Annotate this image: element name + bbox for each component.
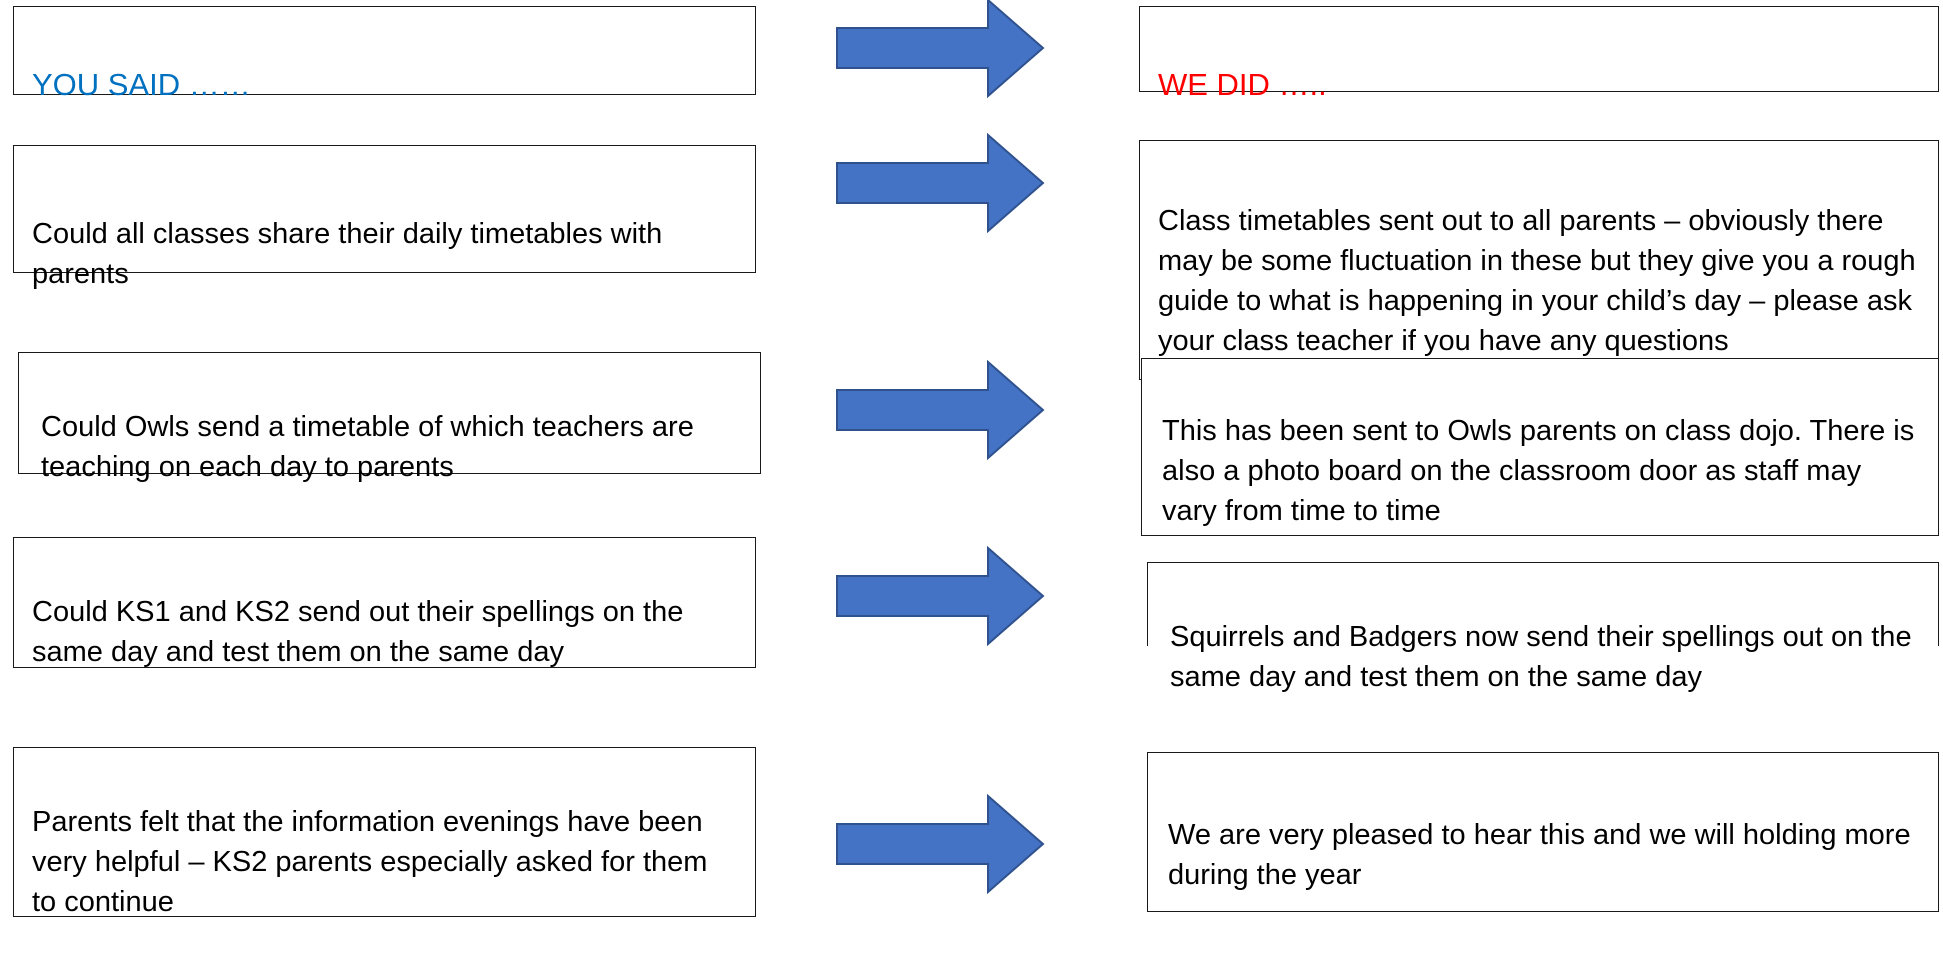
right-arrow-icon — [835, 548, 1047, 644]
we-did-header: WE DID ….. — [1158, 67, 1327, 102]
did-box-1 — [1139, 140, 1939, 380]
said-text-1: Could all classes share their daily timetables with parents — [32, 218, 663, 290]
said-text-2: Could Owls send a timetable of which teachers are teaching on each day to parents — [41, 411, 694, 483]
said-text-4: Parents felt that the information evenings have been very helpful – KS2 parents especially asked for them to continue — [32, 806, 708, 918]
right-arrow-icon — [835, 362, 1047, 458]
you-said-header: YOU SAID …… — [32, 67, 251, 102]
did-box-4 — [1147, 752, 1939, 912]
we-did-header-box — [1139, 6, 1939, 102]
did-text-3: Squirrels and Badgers now send their spellings out on the same day and test them on the same day — [1170, 621, 1912, 693]
said-box-2 — [18, 352, 761, 483]
said-box-1 — [13, 145, 756, 290]
did-text-4: We are very pleased to hear this and we will holding more during the year — [1168, 819, 1911, 891]
right-arrow-icon — [835, 135, 1047, 231]
right-arrow-icon — [835, 0, 1047, 96]
said-text-3: Could KS1 and KS2 send out their spellings on the same day and test them on the same day — [32, 596, 684, 668]
did-box-3 — [1147, 562, 1939, 693]
did-box-2 — [1141, 358, 1939, 536]
did-text-2: This has been sent to Owls parents on class dojo. There is also a photo board on the classroom door as staff may vary from time to time — [1162, 415, 1915, 527]
did-text-1: Class timetables sent out to all parents – obviously there may be some fluctuation in these but they give you a rough guide to what is happening in your child’s day – please ask your class teacher if you have any questions — [1158, 205, 1916, 357]
said-box-4 — [13, 747, 756, 917]
said-box-3 — [13, 537, 756, 668]
you-said-header-box — [13, 6, 756, 102]
right-arrow-icon — [835, 796, 1047, 892]
